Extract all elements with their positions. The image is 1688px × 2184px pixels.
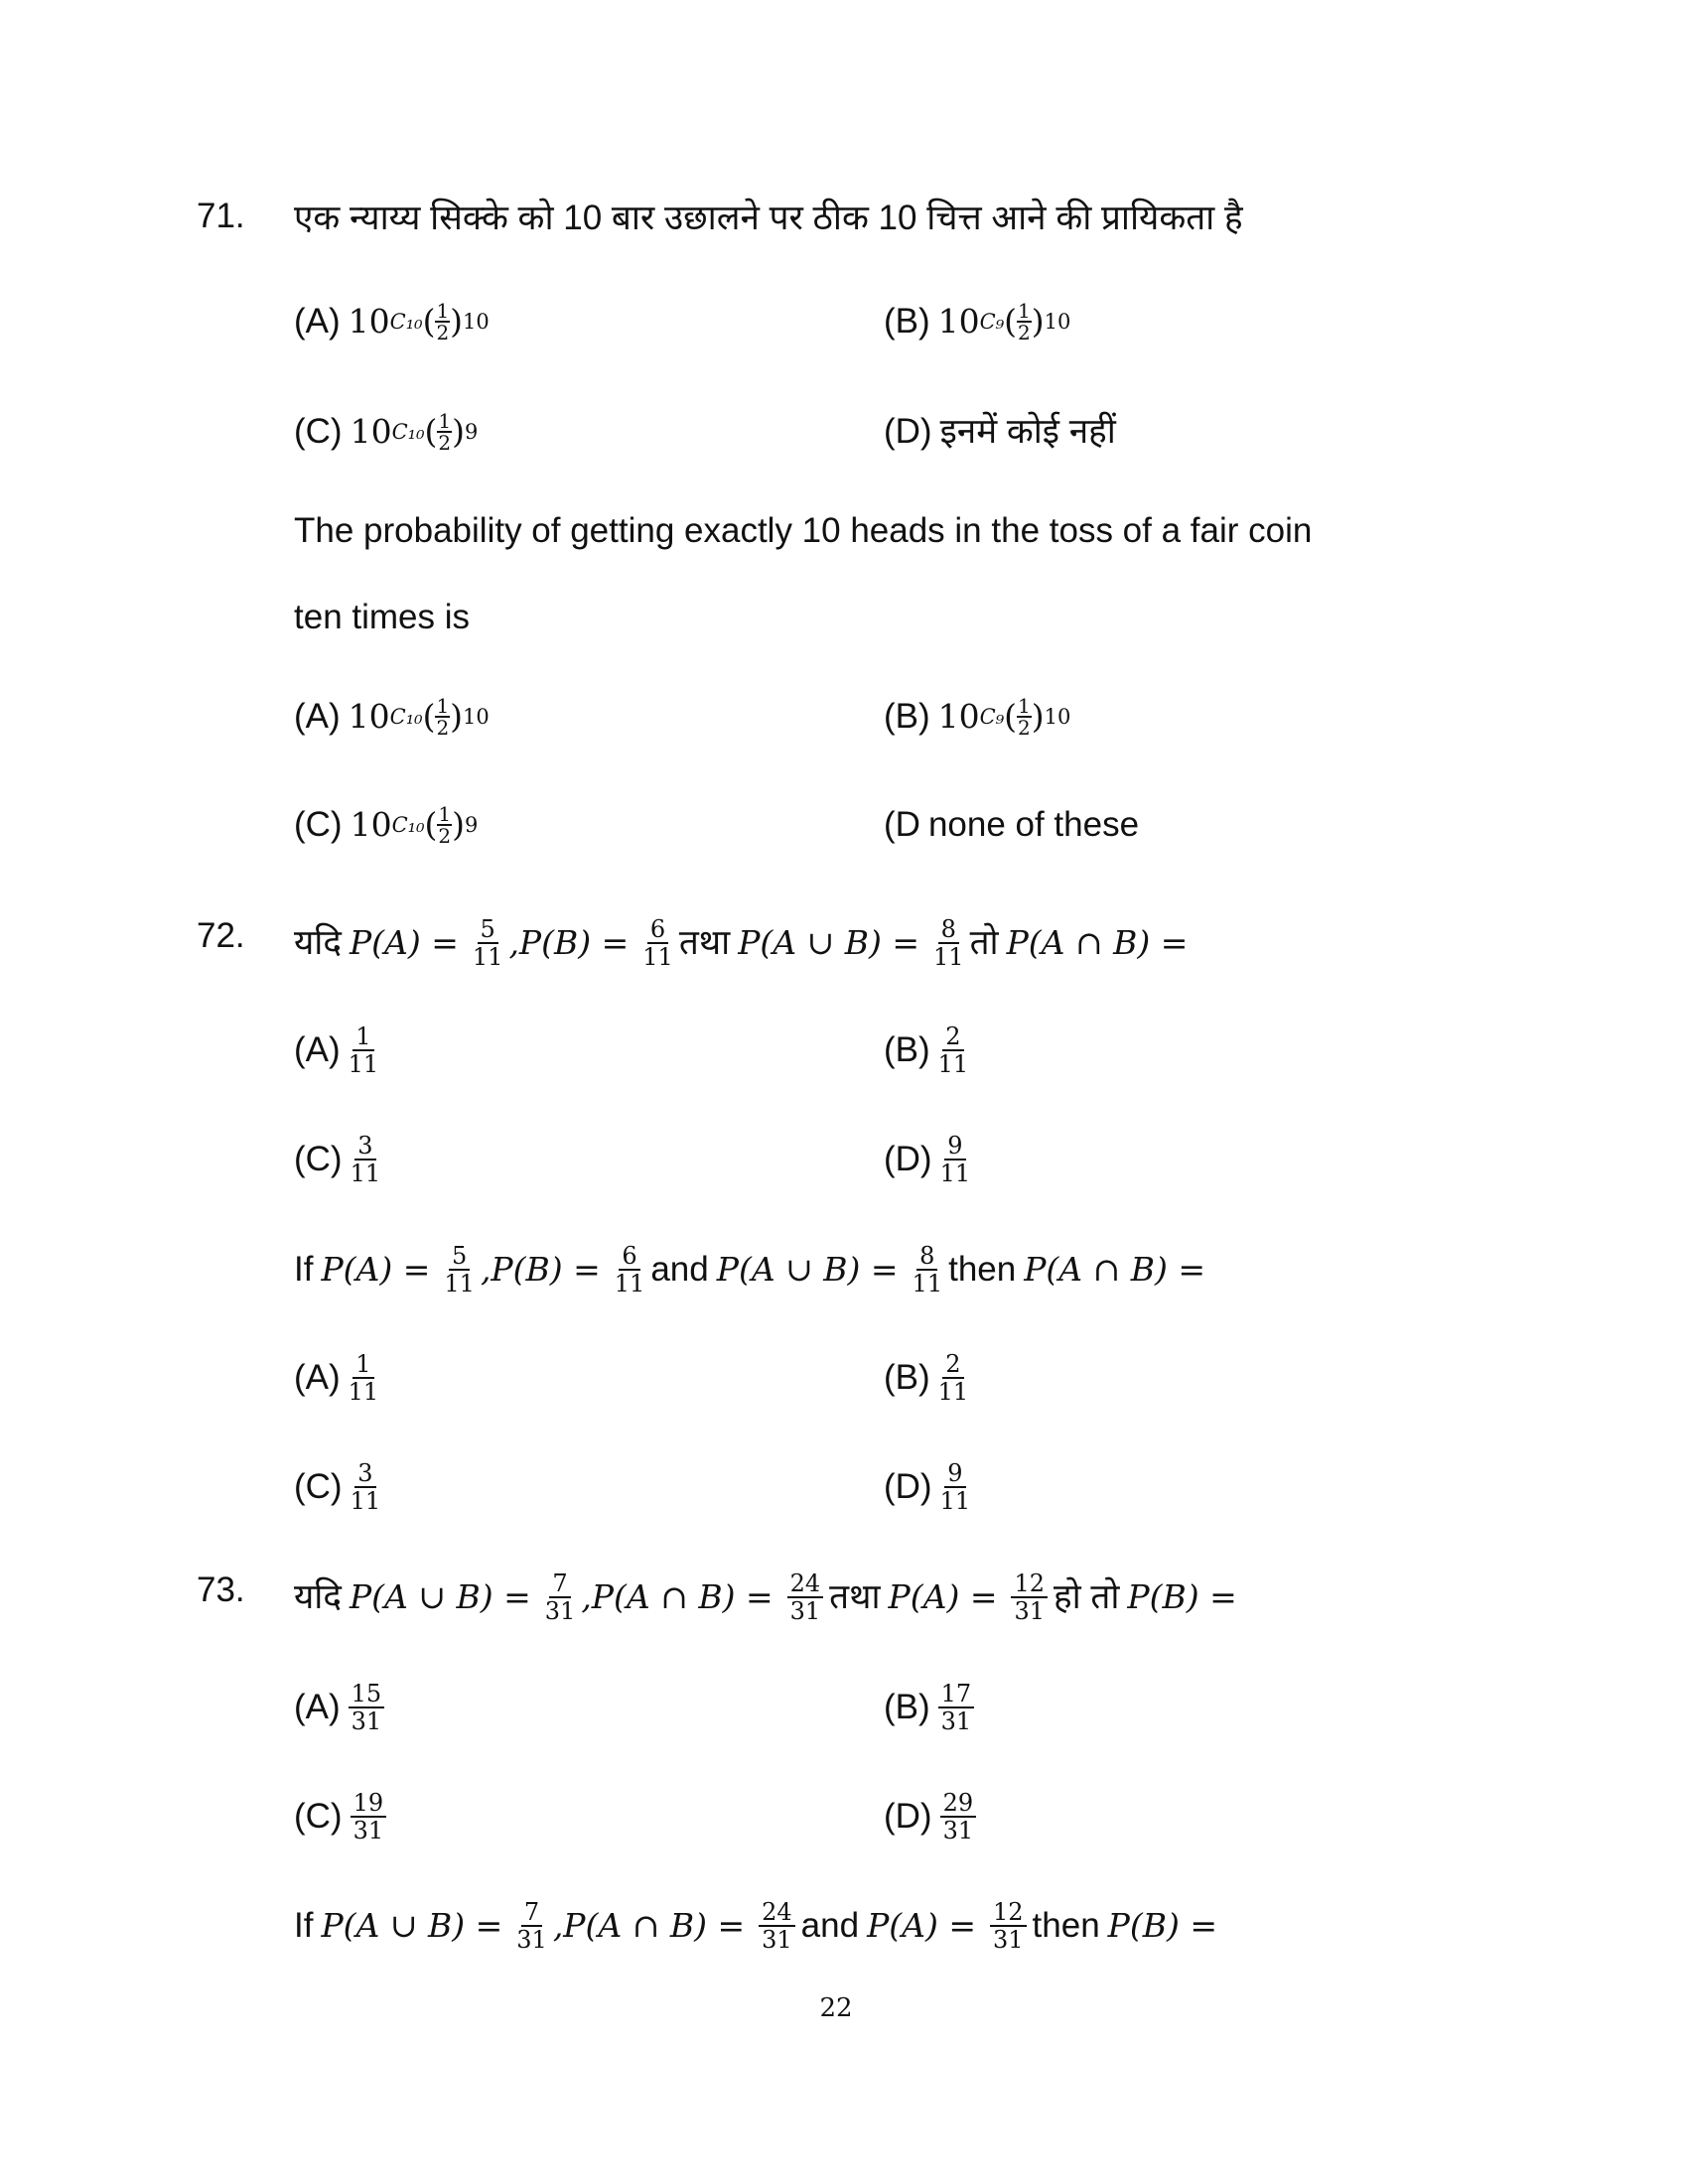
fraction xyxy=(1017,301,1032,342)
denominator: 11 xyxy=(444,1270,475,1297)
numerator: 12 xyxy=(1011,1570,1048,1598)
denominator: 31 xyxy=(544,1597,576,1625)
binomial-base: 10 xyxy=(348,302,390,341)
option-label: (A) xyxy=(294,1030,341,1069)
fraction xyxy=(444,1243,475,1297)
fraction xyxy=(351,1790,387,1843)
paren: ) xyxy=(450,302,464,341)
question-stem xyxy=(294,197,1251,240)
denominator: 2 xyxy=(438,431,452,455)
binomial-subscript: C₁₀ xyxy=(391,813,425,837)
fraction xyxy=(349,1024,379,1077)
numerator: 24 xyxy=(759,1899,795,1927)
answer-option[interactable] xyxy=(294,1681,390,1734)
fraction xyxy=(940,1133,971,1186)
stem-text: यदि xyxy=(294,1577,342,1616)
math-expression: ,P(B) = xyxy=(480,1250,601,1289)
numerator: 12 xyxy=(990,1899,1027,1927)
numerator: 3 xyxy=(354,1460,375,1488)
question-number: 71. xyxy=(197,197,245,235)
answer-option[interactable] xyxy=(884,300,1070,343)
answer-option[interactable] xyxy=(294,1133,386,1186)
paren: ) xyxy=(452,412,465,451)
stem-text: and xyxy=(800,1906,860,1945)
option-label: (D xyxy=(884,805,920,844)
binomial-base: 10 xyxy=(350,412,392,451)
math-expression: P(A ∪ B) = xyxy=(321,1906,503,1945)
numerator: 24 xyxy=(787,1570,824,1598)
numerator: 5 xyxy=(449,1243,470,1271)
fraction xyxy=(933,916,964,970)
numerator: 9 xyxy=(944,1460,965,1488)
math-expression: P(A ∪ B) = xyxy=(349,1577,531,1616)
answer-option[interactable] xyxy=(294,695,490,739)
denominator: 11 xyxy=(350,1487,381,1515)
numerator: 5 xyxy=(478,916,498,944)
fraction xyxy=(940,1790,977,1843)
denominator: 31 xyxy=(942,1817,974,1844)
paren: ) xyxy=(1031,697,1045,736)
denominator: 31 xyxy=(1014,1597,1046,1625)
math-expression: ,P(A ∩ B) = xyxy=(552,1906,746,1945)
fraction xyxy=(545,1570,576,1624)
denominator: 11 xyxy=(933,943,964,971)
fraction xyxy=(516,1899,547,1953)
fraction xyxy=(351,1460,381,1514)
math-expression: P(A) = xyxy=(349,923,459,962)
math-expression: P(A) = xyxy=(888,1577,998,1616)
question-stem xyxy=(294,916,1196,970)
denominator: 11 xyxy=(350,1160,381,1187)
answer-option[interactable] xyxy=(294,410,478,454)
denominator: 31 xyxy=(762,1926,792,1954)
option-label: (B) xyxy=(884,1688,930,1726)
math-expression: ,P(A ∩ B) = xyxy=(581,1577,774,1616)
fraction xyxy=(349,1351,379,1405)
numerator: 17 xyxy=(938,1681,975,1708)
numerator: 1 xyxy=(436,694,450,718)
denominator: 11 xyxy=(939,1160,971,1187)
question-number: 72. xyxy=(197,916,245,955)
fraction xyxy=(913,1243,943,1297)
fraction xyxy=(435,696,450,738)
option-label: (C) xyxy=(294,805,343,844)
math-expression: P(A ∪ B) = xyxy=(738,923,920,962)
exponent: 9 xyxy=(464,813,479,837)
option-label: (C) xyxy=(294,412,343,451)
numerator: 29 xyxy=(940,1790,977,1818)
paren: ( xyxy=(1004,697,1018,736)
fraction xyxy=(990,1899,1027,1953)
option-label: (A) xyxy=(294,697,341,736)
binomial-subscript: C₉ xyxy=(979,310,1005,334)
fraction xyxy=(759,1899,795,1953)
stem-text: then xyxy=(948,1250,1017,1289)
denominator: 2 xyxy=(1018,321,1031,344)
math-expression: P(B) = xyxy=(1107,1906,1218,1945)
answer-option[interactable] xyxy=(884,1351,974,1405)
question-stem xyxy=(294,1899,1225,1953)
fraction xyxy=(1017,696,1032,738)
math-expression: P(A ∪ B) = xyxy=(716,1250,899,1289)
denominator: 2 xyxy=(1018,716,1031,740)
binomial-base: 10 xyxy=(350,805,392,844)
numerator: 2 xyxy=(942,1351,963,1379)
fraction xyxy=(437,411,452,453)
fraction xyxy=(437,804,452,846)
denominator: 31 xyxy=(789,1597,821,1625)
math-expression: ,P(B) = xyxy=(508,923,630,962)
question-stem xyxy=(294,1243,1213,1297)
option-label: (D) xyxy=(884,1467,932,1506)
stem-text: एक न्याय्य सिक्के को 10 बार उछालने पर ठीक 10 चित्त आने की प्रायिकता है xyxy=(294,199,1243,237)
denominator: 11 xyxy=(348,1050,379,1078)
denominator: 11 xyxy=(472,943,503,971)
numerator: 3 xyxy=(354,1133,375,1160)
numerator: 9 xyxy=(944,1133,965,1160)
numerator: 8 xyxy=(916,1243,937,1271)
option-label: (B) xyxy=(884,302,930,341)
numerator: 1 xyxy=(1018,299,1031,323)
fraction xyxy=(473,916,503,970)
fraction xyxy=(938,1024,969,1077)
denominator: 11 xyxy=(937,1378,969,1406)
paren: ( xyxy=(422,697,436,736)
option-label: (B) xyxy=(884,697,930,736)
denominator: 2 xyxy=(438,824,452,848)
option-label: (D) xyxy=(884,1797,932,1836)
answer-option[interactable] xyxy=(884,1790,982,1843)
fraction xyxy=(435,301,450,342)
numerator: 1 xyxy=(352,1024,373,1051)
exponent: 10 xyxy=(463,705,490,729)
answer-option[interactable] xyxy=(884,695,1070,739)
fraction xyxy=(349,1681,385,1734)
stem-text: then xyxy=(1032,1906,1100,1945)
fraction xyxy=(938,1351,969,1405)
numerator: 1 xyxy=(436,299,450,323)
fraction xyxy=(938,1681,975,1734)
paren: ) xyxy=(450,697,464,736)
numerator: 7 xyxy=(549,1570,570,1598)
stem-text: तथा xyxy=(829,1577,881,1616)
denominator: 31 xyxy=(352,1817,384,1844)
binomial-base: 10 xyxy=(348,697,390,736)
answer-option[interactable] xyxy=(294,300,490,343)
stem-text: ten times is xyxy=(294,598,470,636)
stem-text: तथा xyxy=(678,923,731,962)
fraction xyxy=(1011,1570,1048,1624)
answer-option[interactable] xyxy=(884,1460,976,1514)
denominator: 11 xyxy=(642,943,673,971)
exponent: 9 xyxy=(464,420,479,444)
numerator: 8 xyxy=(938,916,959,944)
stem-text: यदि xyxy=(294,923,342,962)
option-label: (B) xyxy=(884,1030,930,1069)
option-text: none of these xyxy=(927,805,1140,844)
option-label: (A) xyxy=(294,1688,341,1726)
stem-text: If xyxy=(294,1250,314,1289)
numerator: 1 xyxy=(352,1351,373,1379)
numerator: 6 xyxy=(619,1243,639,1271)
binomial-subscript: C₁₀ xyxy=(391,420,425,444)
denominator: 11 xyxy=(348,1378,379,1406)
numerator: 2 xyxy=(942,1024,963,1051)
denominator: 2 xyxy=(436,716,450,740)
answer-option[interactable] xyxy=(294,1460,386,1514)
answer-option[interactable] xyxy=(884,410,1116,454)
numerator: 15 xyxy=(349,1681,385,1708)
numerator: 7 xyxy=(521,1899,542,1927)
paren: ( xyxy=(422,302,436,341)
stem-text: तो xyxy=(969,923,999,962)
numerator: 19 xyxy=(351,1790,387,1818)
denominator: 31 xyxy=(516,1926,547,1954)
numerator: 6 xyxy=(647,916,668,944)
math-expression: P(B) = xyxy=(1127,1577,1237,1616)
stem-text: If xyxy=(294,1906,314,1945)
denominator: 11 xyxy=(614,1270,645,1297)
paren: ) xyxy=(452,805,465,844)
answer-option[interactable] xyxy=(884,1681,980,1734)
numerator: 1 xyxy=(438,409,452,433)
option-label: (C) xyxy=(294,1797,343,1836)
question-stem xyxy=(294,1570,1245,1624)
option-label: (D) xyxy=(884,1140,932,1178)
question-stem xyxy=(294,596,478,639)
paren: ( xyxy=(424,412,438,451)
page-number: 22 xyxy=(819,1993,853,2023)
denominator: 2 xyxy=(436,321,450,344)
fraction xyxy=(940,1460,971,1514)
math-expression: P(A) = xyxy=(321,1250,431,1289)
denominator: 11 xyxy=(937,1050,969,1078)
denominator: 31 xyxy=(993,1926,1024,1954)
denominator: 11 xyxy=(939,1487,971,1515)
fraction xyxy=(615,1243,645,1297)
denominator: 31 xyxy=(940,1707,972,1735)
exponent: 10 xyxy=(1044,310,1071,334)
option-label: (B) xyxy=(884,1358,930,1397)
answer-option[interactable] xyxy=(294,803,478,847)
paren: ( xyxy=(1004,302,1018,341)
stem-text: The probability of getting exactly 10 heads in the toss of a fair coin xyxy=(294,511,1313,550)
binomial-subscript: C₁₀ xyxy=(389,705,423,729)
binomial-base: 10 xyxy=(937,302,980,341)
answer-option[interactable] xyxy=(884,1024,974,1077)
math-expression: P(A) = xyxy=(867,1906,976,1945)
exponent: 10 xyxy=(1044,705,1071,729)
paren: ) xyxy=(1031,302,1045,341)
fraction xyxy=(642,916,673,970)
option-label: (C) xyxy=(294,1467,343,1506)
fraction xyxy=(787,1570,824,1624)
denominator: 31 xyxy=(351,1707,382,1735)
numerator: 1 xyxy=(438,802,452,826)
denominator: 11 xyxy=(912,1270,943,1297)
stem-text: हो तो xyxy=(1054,1577,1120,1616)
binomial-subscript: C₁₀ xyxy=(389,310,423,334)
stem-text: and xyxy=(650,1250,709,1289)
option-text: इनमें कोई नहीं xyxy=(939,412,1116,451)
exponent: 10 xyxy=(463,310,490,334)
option-label: (D) xyxy=(884,412,932,451)
binomial-base: 10 xyxy=(937,697,980,736)
fraction xyxy=(351,1133,381,1186)
option-label: (A) xyxy=(294,302,341,341)
paren: ( xyxy=(424,805,438,844)
numerator: 1 xyxy=(1018,694,1031,718)
math-expression: P(A ∩ B) = xyxy=(1006,923,1189,962)
question-number: 73. xyxy=(197,1570,245,1609)
binomial-subscript: C₉ xyxy=(979,705,1005,729)
math-expression: P(A ∩ B) = xyxy=(1024,1250,1206,1289)
answer-option[interactable] xyxy=(884,1133,976,1186)
option-label: (A) xyxy=(294,1358,341,1397)
answer-option[interactable] xyxy=(884,803,1139,847)
option-label: (C) xyxy=(294,1140,343,1178)
answer-option[interactable] xyxy=(294,1351,384,1405)
question-stem xyxy=(294,509,1320,553)
answer-option[interactable] xyxy=(294,1024,384,1077)
answer-option[interactable] xyxy=(294,1790,392,1843)
